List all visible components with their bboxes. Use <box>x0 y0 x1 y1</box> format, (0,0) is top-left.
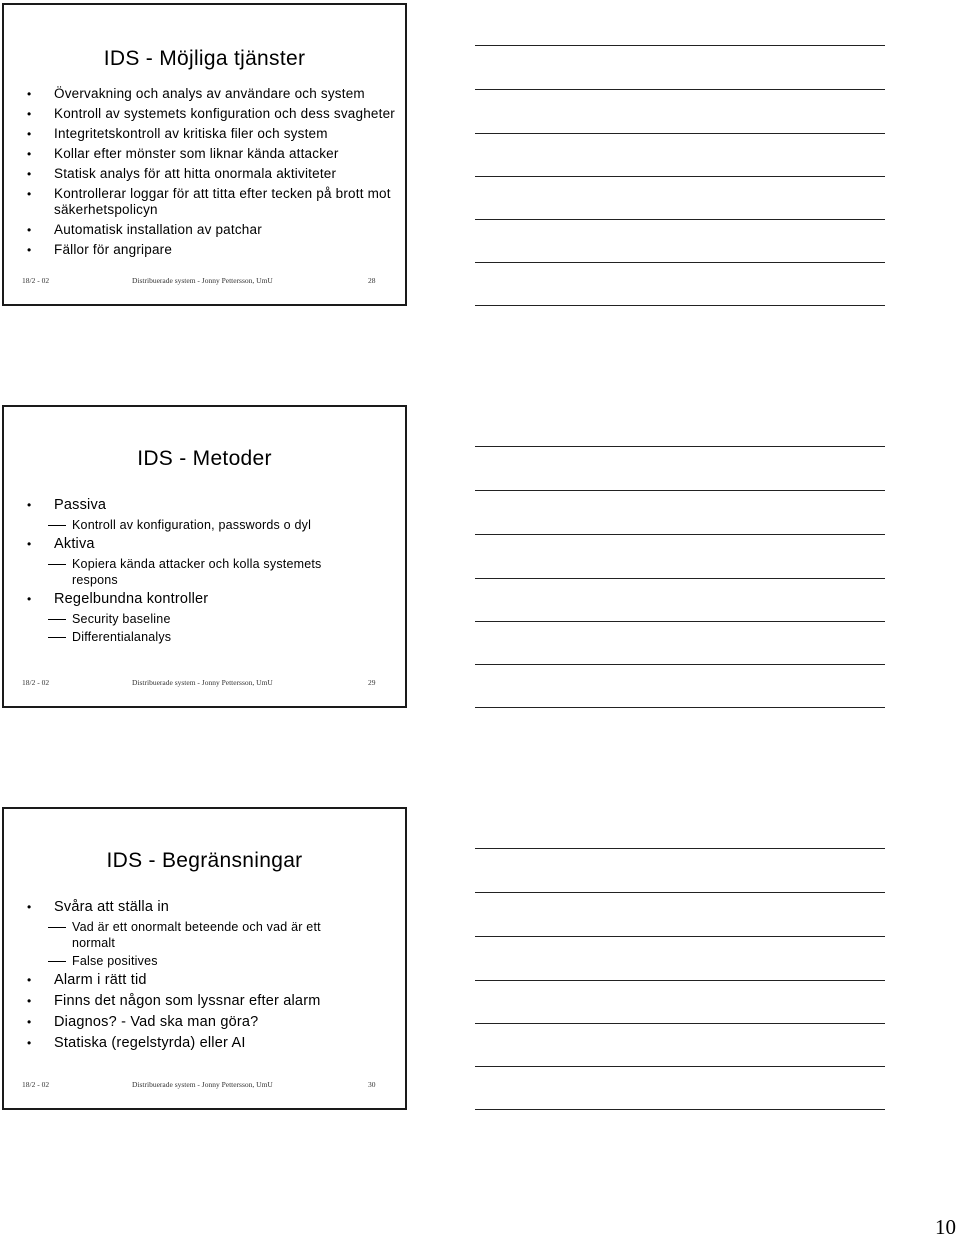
bullet-icon: • <box>27 994 32 1008</box>
sub-item: False positives <box>26 953 395 969</box>
footer-slide-number: 29 <box>368 678 376 687</box>
note-line <box>475 1023 885 1024</box>
sub-item: Vad är ett onormalt beteende och vad är ett normalt <box>26 919 395 951</box>
list-item: • Regelbundna kontroller <box>27 591 209 607</box>
bullet-icon: • <box>27 973 32 987</box>
list-item: • Diagnos? - Vad ska man göra? <box>27 1014 259 1030</box>
bullet-icon: • <box>27 1015 32 1029</box>
note-line <box>475 133 885 134</box>
list-item: • Passiva <box>27 497 107 513</box>
bullet-icon: • <box>27 243 32 257</box>
list-item: • Finns det någon som lyssnar efter alarm <box>27 993 321 1009</box>
note-line <box>475 664 885 665</box>
footer-author: Distribuerade system - Jonny Pettersson, UmU <box>132 678 273 687</box>
slide-title: IDS - Begränsningar <box>106 849 303 872</box>
list-item: • Kontrollerar loggar för att titta efter tecken på brott mot säkerhetspolicyn <box>27 186 391 217</box>
list-item: • Fällor för angripare <box>27 242 173 257</box>
note-line <box>475 446 885 447</box>
note-line <box>475 1109 885 1110</box>
bullet-icon: • <box>27 498 32 512</box>
dash-icon <box>48 525 66 526</box>
sub-item: Differentialanalys <box>26 629 395 645</box>
bullet-icon: • <box>27 87 32 101</box>
slide-29 <box>2 405 407 708</box>
list-item: • Kontroll av systemets konfiguration och dess svagheter <box>27 106 395 121</box>
list-item: • Alarm i rätt tid <box>27 972 147 988</box>
list-item: • Övervakning och analys av användare och system <box>27 86 365 101</box>
footer-date: 18/2 - 02 <box>22 678 50 687</box>
slide-footer <box>4 678 405 690</box>
note-line <box>475 176 885 177</box>
slide-bullets <box>26 898 395 1055</box>
note-line <box>475 936 885 937</box>
list-item: • Kollar efter mönster som liknar kända attacker <box>27 146 339 161</box>
list-item: • Automatisk installation av patchar <box>27 222 262 237</box>
dash-icon <box>48 927 66 928</box>
slide-title: IDS - Möjliga tjänster <box>103 47 306 70</box>
note-line <box>475 578 885 579</box>
list-item: • Statisk analys för att hitta onormala aktiviteter <box>27 166 337 181</box>
note-line <box>475 980 885 981</box>
note-line <box>475 707 885 708</box>
footer-slide-number: 30 <box>368 1080 376 1089</box>
slide-30 <box>2 807 407 1110</box>
bullet-icon: • <box>27 900 32 914</box>
bullet-icon: • <box>27 187 32 201</box>
note-line <box>475 89 885 90</box>
list-item: • Svåra att ställa in <box>27 899 170 915</box>
note-line <box>475 848 885 849</box>
bullet-icon: • <box>27 147 32 161</box>
slide-28 <box>2 3 407 306</box>
footer-author: Distribuerade system - Jonny Pettersson, UmU <box>132 1080 273 1089</box>
bullet-icon: • <box>27 537 32 551</box>
footer-date: 18/2 - 02 <box>22 276 50 285</box>
dash-icon <box>48 564 66 565</box>
bullet-icon: • <box>27 1036 32 1050</box>
dash-icon <box>48 961 66 962</box>
slide-footer <box>4 276 405 288</box>
note-line <box>475 534 885 535</box>
bullet-icon: • <box>27 107 32 121</box>
slide-bullets <box>26 86 395 262</box>
sub-item: Kopiera kända attacker och kolla systemets respons <box>26 556 395 588</box>
bullet-icon: • <box>27 127 32 141</box>
list-item: • Statiska (regelstyrda) eller AI <box>27 1035 246 1051</box>
footer-date: 18/2 - 02 <box>22 1080 50 1089</box>
list-item: • Integritetskontroll av kritiska filer och system <box>27 126 328 141</box>
slide-title: IDS - Metoder <box>137 447 272 470</box>
note-line <box>475 892 885 893</box>
footer-author: Distribuerade system - Jonny Pettersson, UmU <box>132 276 273 285</box>
note-line <box>475 219 885 220</box>
slide-bullets <box>26 496 395 647</box>
note-line <box>475 305 885 306</box>
note-line <box>475 262 885 263</box>
sub-item: Security baseline <box>26 611 395 627</box>
bullet-icon: • <box>27 223 32 237</box>
slide-footer <box>4 1080 405 1092</box>
list-item: • Aktiva <box>27 536 95 552</box>
dash-icon <box>48 637 66 638</box>
note-line <box>475 45 885 46</box>
page-number: 10 <box>935 1215 956 1239</box>
note-line <box>475 490 885 491</box>
footer-slide-number: 28 <box>368 276 376 285</box>
bullet-icon: • <box>27 167 32 181</box>
sub-item: Kontroll av konfiguration, passwords o dyl <box>26 517 395 533</box>
dash-icon <box>48 619 66 620</box>
note-line <box>475 1066 885 1067</box>
note-line <box>475 621 885 622</box>
bullet-icon: • <box>27 592 32 606</box>
